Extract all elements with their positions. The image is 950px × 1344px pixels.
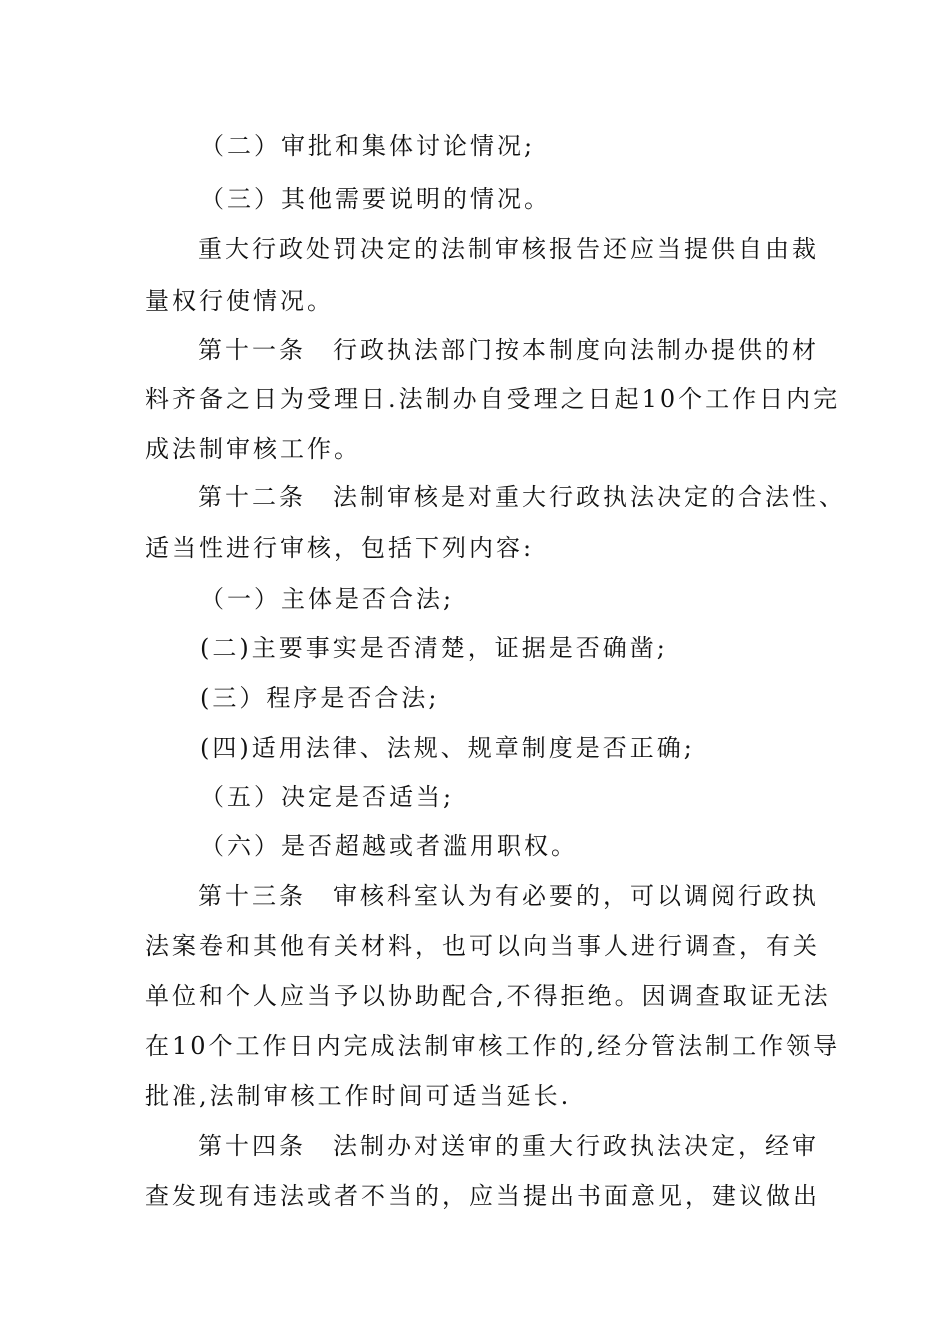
paragraph-line: （三）其他需要说明的情况。: [200, 185, 551, 213]
paragraph-line: 成法制审核工作。: [145, 435, 361, 463]
list-item: （五）决定是否适当;: [200, 783, 455, 811]
article-13-heading-line: 第十三条 审核科室认为有必要的，可以调阅行政执: [198, 882, 819, 910]
paragraph-line: 在10个工作日内完成法制审核工作的,经分管法制工作领导: [145, 1032, 841, 1060]
list-item: （一）主体是否合法;: [200, 585, 455, 613]
paragraph-line: 法案卷和其他有关材料，也可以向当事人进行调查，有关: [145, 932, 820, 960]
paragraph-line: 适当性进行审核，包括下列内容:: [145, 534, 535, 562]
paragraph-line: 料齐备之日为受理日.法制办自受理之日起10个工作日内完: [145, 385, 841, 413]
paragraph-line: 单位和个人应当予以协助配合,不得拒绝。因调查取证无法: [145, 982, 831, 1010]
paragraph-line: （二）审批和集体讨论情况;: [200, 132, 536, 160]
paragraph-line: 查发现有违法或者不当的，应当提出书面意见，建议做出: [145, 1182, 820, 1210]
paragraph-line: 重大行政处罚决定的法制审核报告还应当提供自由裁: [198, 235, 819, 263]
list-item: (二)主要事实是否清楚，证据是否确凿;: [200, 634, 668, 662]
list-item: (三）程序是否合法;: [200, 684, 440, 712]
article-11-heading-line: 第十一条 行政执法部门按本制度向法制办提供的材: [198, 336, 819, 364]
paragraph-line: 批准,法制审核工作时间可适当延长.: [145, 1082, 572, 1110]
list-item: (四)适用法律、法规、规章制度是否正确;: [200, 734, 695, 762]
list-item: （六）是否超越或者滥用职权。: [200, 832, 578, 860]
article-12-heading-line: 第十二条 法制审核是对重大行政执法决定的合法性、: [198, 483, 846, 511]
article-14-heading-line: 第十四条 法制办对送审的重大行政执法决定，经审: [198, 1132, 819, 1160]
paragraph-line: 量权行使情况。: [145, 287, 334, 315]
